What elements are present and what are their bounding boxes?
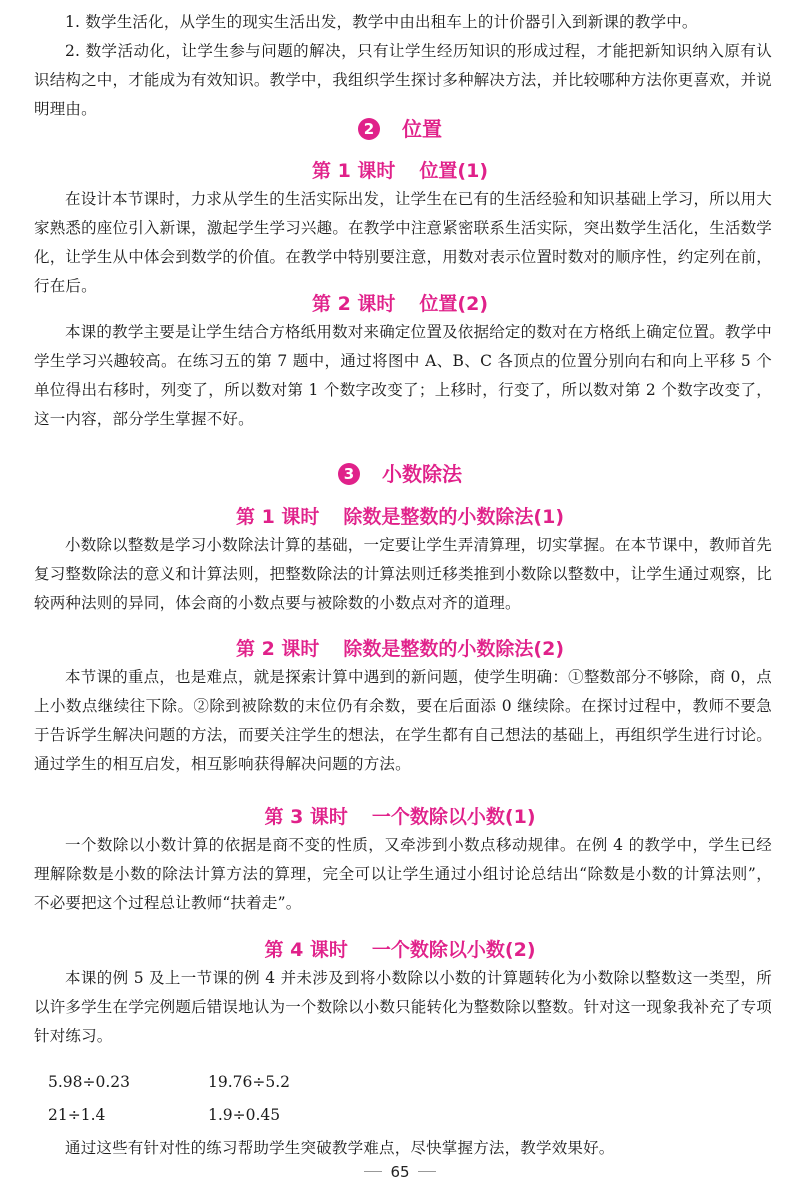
intro-paragraph-2: 2. 数学活动化，让学生参与问题的解决，只有让学生经历知识的形成过程，才能把新知识纳入原有认识结构之中，才能成为有效知识。教学中，我组织学生探讨多种解决方法，并比较哪种方法你更喜欢，并说明理由。 (34, 42, 772, 118)
page-footer (0, 1163, 800, 1181)
exercise-row (48, 1101, 280, 1130)
lesson-label: 第 2 课时 (235, 638, 320, 660)
closing-paragraph: 通过这些有针对性的练习帮助学生突破教学难点，尽快掌握方法，教学效果好。 (65, 1139, 615, 1157)
section-number-badge: 2 (358, 118, 380, 140)
lesson-heading (0, 634, 800, 661)
lesson-heading (0, 935, 800, 962)
exercise-item: 19.76÷5.2 (208, 1073, 291, 1091)
lesson-paragraph: 一个数除以小数计算的依据是商不变的性质，又牵涉到小数点移动规律。在例 4 的教学中，学生已经理解除数是小数的除法计算方法的算理，完全可以让学生通过小组讨论总结出“除数是小数的计算法则”，不必要把这个过程总让教师“扶着走”。 (34, 836, 772, 912)
lesson-name: 一个数除以小数(1) (371, 806, 536, 828)
exercise-item: 21÷1.4 (48, 1106, 106, 1124)
lesson-paragraph: 本课的教学主要是让学生结合方格纸用数对来确定位置及依据给定的数对在方格纸上确定位置。教学中学生学习兴趣较高。在练习五的第 7 题中，通过将图中 A、B、C 各顶点的位置分别向右和向上平移 5 个单位得出右移时，列变了，所以数对第 1 个数字改变了；上移时，行变了，所以数对第 2 个数字改变了，这一内容，部分学生掌握不好。 (34, 323, 772, 428)
exercise-item: 5.98÷0.23 (48, 1073, 131, 1091)
lesson-name: 除数是整数的小数除法(1) (343, 506, 565, 528)
lesson-heading (0, 502, 800, 529)
footer-dash-left (364, 1171, 382, 1172)
lesson-paragraph: 本节课的重点，也是难点，就是探索计算中遇到的新问题，使学生明确：①整数部分不够除，商 0，点上小数点继续往下除。②除到被除数的末位仍有余数，要在后面添 0 继续除。在探讨过程中，教师不要急于告诉学生解决问题的方法，而要关注学生的想法，在学生都有自己想法的基础上，再组织学生进行讨论。通过学生的相互启发，相互影响获得解决问题的方法。 (34, 668, 772, 773)
lesson-paragraph: 本课的例 5 及上一节课的例 4 并未涉及到将小数除以小数的计算题转化为小数除以整数这一类型，所以许多学生在学完例题后错误地认为一个数除以小数只能转化为整数除以整数。针对这一现象我补充了专项针对练习。 (34, 969, 772, 1045)
footer-dash-right (418, 1171, 436, 1172)
lesson-label: 第 1 课时 (235, 506, 320, 528)
lesson-heading (0, 156, 800, 183)
lesson-heading (0, 802, 800, 829)
lesson-label: 第 4 课时 (264, 939, 348, 961)
lesson-name: 除数是整数的小数除法(2) (343, 638, 565, 660)
lesson-heading (0, 289, 800, 316)
exercise-item: 1.9÷0.45 (208, 1106, 281, 1124)
lesson-label: 第 2 课时 (311, 293, 396, 315)
section-title: 位置 (402, 117, 442, 141)
section-2-heading (0, 113, 800, 142)
exercise-row (48, 1068, 290, 1097)
section-title: 小数除法 (382, 462, 462, 486)
lesson-name: 一个数除以小数(2) (371, 939, 536, 961)
lesson-label: 第 1 课时 (311, 160, 396, 182)
section-number-badge: 3 (338, 463, 360, 485)
lesson-name: 位置(2) (419, 293, 489, 315)
lesson-label: 第 3 课时 (264, 806, 348, 828)
lesson-paragraph: 在设计本节课时，力求从学生的生活实际出发，让学生在已有的生活经验和知识基础上学习，所以用大家熟悉的座位引入新课，激起学生学习兴趣。在教学中注意紧密联系生活实际，突出数学生活化，生活数学化，让学生从中体会到数学的价值。在教学中特别要注意，用数对表示位置时数对的顺序性，约定列在前，行在后。 (34, 190, 772, 295)
lesson-paragraph: 小数除以整数是学习小数除法计算的基础，一定要让学生弄清算理，切实掌握。在本节课中，教师首先复习整数除法的意义和计算法则，把整数除法的计算法则迁移类推到小数除以整数中，让学生通过观察，比较两种法则的异同，体会商的小数点要与被除数的小数点对齐的道理。 (34, 536, 772, 612)
intro-paragraph-1: 1. 数学生活化，从学生的现实生活出发，教学中由出租车上的计价器引入到新课的教学中。 (65, 13, 698, 31)
lesson-name: 位置(1) (419, 160, 489, 182)
section-3-heading (0, 458, 800, 487)
page-number: 65 (390, 1163, 410, 1181)
